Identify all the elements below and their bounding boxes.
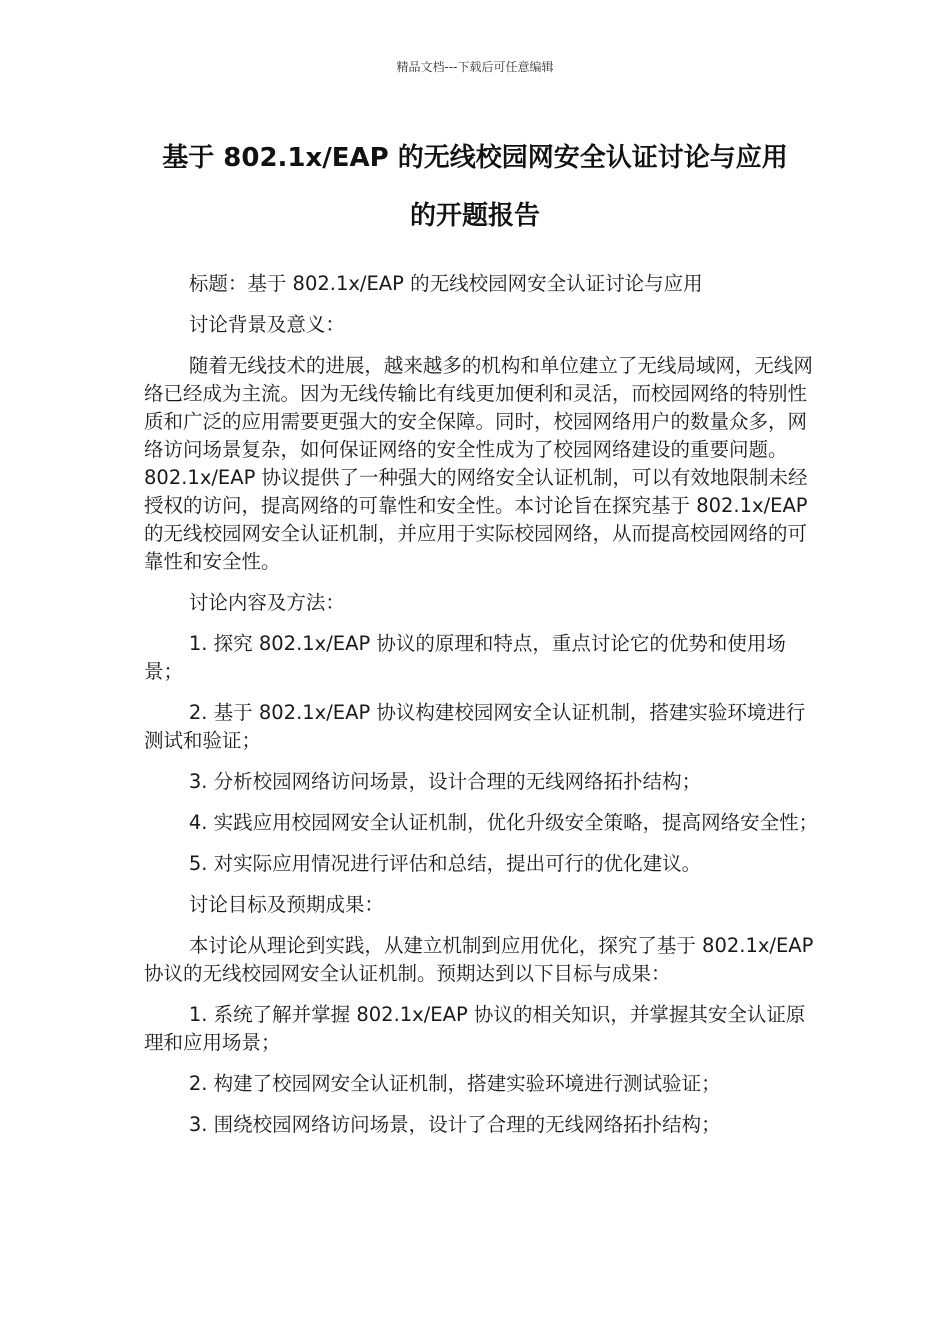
list-item-method-5: 5. 对实际应用情况进行评估和总结，提出可行的优化建议。	[188, 852, 702, 875]
document-body	[144, 270, 820, 1152]
document-title-line-1: 基于 802.1x/EAP 的无线校园网安全认证讨论与应用	[162, 143, 788, 173]
heading-background: 讨论背景及意义：	[188, 313, 345, 336]
list-item-method-1: 1. 探究 802.1x/EAP 协议的原理和特点，重点讨论它的优势和使用场景；	[144, 632, 786, 683]
heading-goals: 讨论目标及预期成果：	[188, 893, 384, 916]
list-item-goal-3: 3. 围绕校园网络访问场景，设计了合理的无线网络拓扑结构；	[188, 1113, 721, 1136]
paragraph-background: 随着无线技术的进展，越来越多的机构和单位建立了无线局域网，无线网络已经成为主流。因为无线传输比有线更加便利和灵活，而校园网络的特别性质和广泛的应用需要更强大的安全保障。同时，校园网络用户的数量众多，网络访问场景复杂，如何保证网络的安全性成为了校园网络建设的重要问题。802.1x/EAP 协议提供了一种强大的网络安全认证机制，可以有效地限制未经授权的访问，提高网络的可靠性和安全性。本讨论旨在探究基于 802.1x/EAP 的无线校园网安全认证机制，并应用于实际校园网络，从而提高校园网络的可靠性和安全性。	[144, 354, 813, 573]
document-title-line-2: 的开题报告	[409, 201, 540, 231]
list-item-method-4: 4. 实践应用校园网安全认证机制，优化升级安全策略，提高网络安全性；	[188, 811, 819, 834]
list-item-method-2: 2. 基于 802.1x/EAP 协议构建校园网安全认证机制，搭建实验环境进行测试和验证；	[144, 701, 806, 752]
list-item-method-3: 3. 分析校园网络访问场景，设计合理的无线网络拓扑结构；	[188, 770, 702, 793]
header-note: 精品文档---下载后可任意编辑	[396, 60, 554, 74]
paragraph-topic: 标题：基于 802.1x/EAP 的无线校园网安全认证讨论与应用	[188, 272, 703, 295]
list-item-goal-1: 1. 系统了解并掌握 802.1x/EAP 协议的相关知识，并掌握其安全认证原理和应用场景；	[144, 1003, 806, 1054]
heading-methods: 讨论内容及方法：	[188, 591, 345, 614]
paragraph-goals: 本讨论从理论到实践，从建立机制到应用优化，探究了基于 802.1x/EAP 协议的无线校园网安全认证机制。预期达到以下目标与成果：	[144, 934, 814, 985]
list-item-goal-2: 2. 构建了校园网安全认证机制，搭建实验环境进行测试验证；	[188, 1072, 721, 1095]
